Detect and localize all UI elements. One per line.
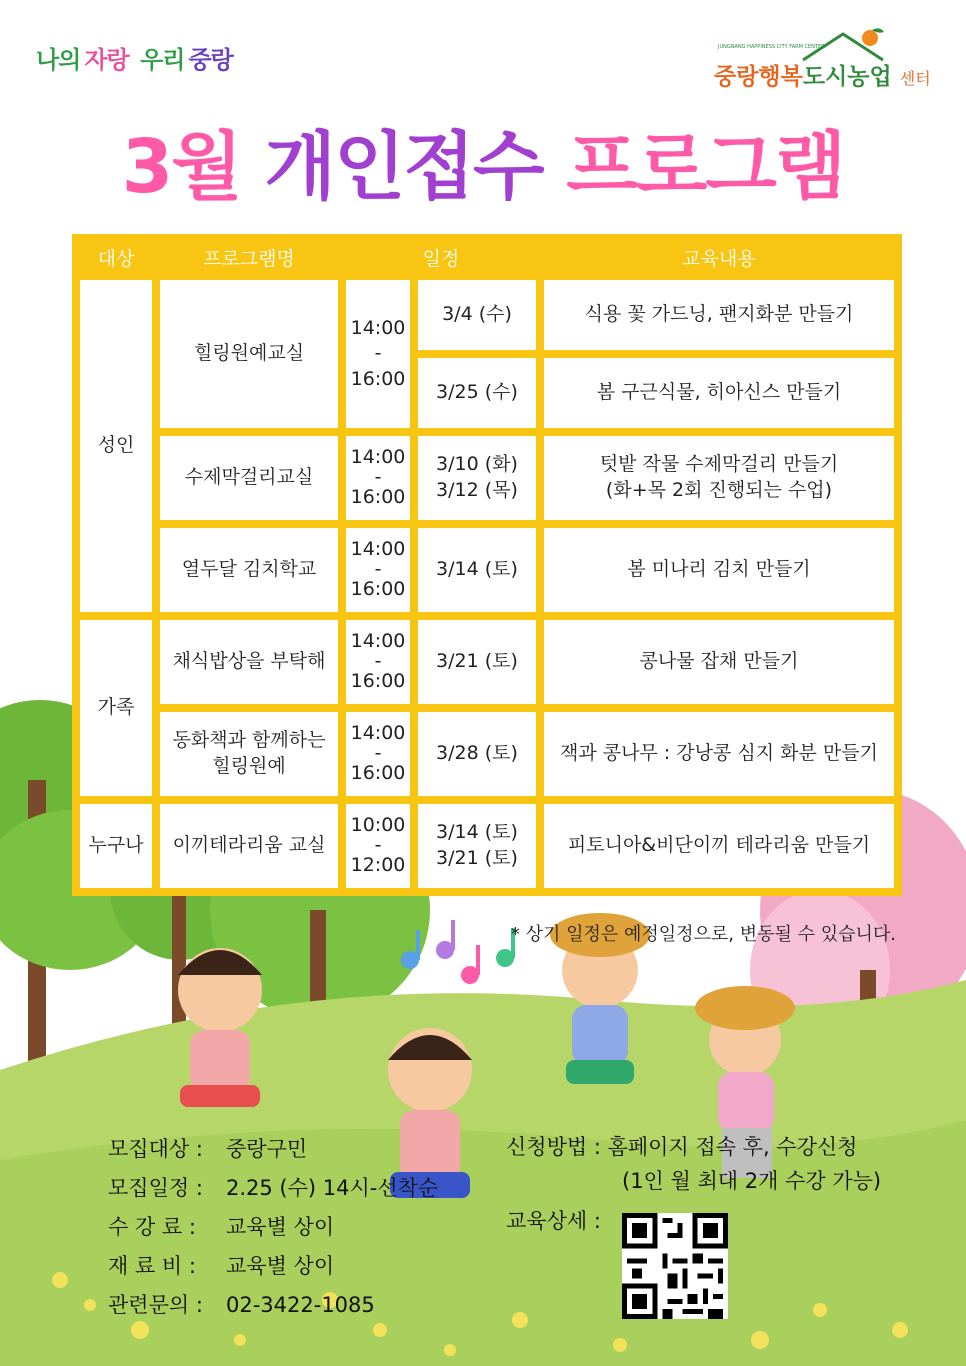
program-name: 힐링원예교실 <box>156 276 342 432</box>
slogan-word: 중랑 <box>188 46 233 74</box>
title-end: 프로그램 <box>566 124 845 210</box>
program-content: 봄 미나리 김치 만들기 <box>540 524 898 616</box>
slogan-word: 자랑 <box>84 46 129 74</box>
apply-row <box>506 1130 881 1164</box>
program-content: 잭과 콩나무 : 강낭콩 심지 화분 만들기 <box>540 708 898 800</box>
info-value: 02-3422-1085 <box>226 1293 375 1317</box>
info-value: 중랑구민 <box>226 1137 308 1161</box>
center-logo <box>714 26 931 96</box>
program-date: 3/14 (토) <box>414 524 540 616</box>
header-content: 교육내용 <box>540 238 898 276</box>
program-name: 채식밥상을 부탁해 <box>156 616 342 708</box>
info-value: 2.25 (수) 14시-선착순 <box>226 1176 439 1200</box>
table-row <box>76 432 898 524</box>
table-row <box>76 276 898 354</box>
qr-code-icon[interactable] <box>622 1213 728 1319</box>
program-date: 3/14 (토) 3/21 (토) <box>414 800 540 892</box>
title-month: 3월 <box>121 124 241 210</box>
program-content: 피토니아&비단이끼 테라리움 만들기 <box>540 800 898 892</box>
header-program: 프로그램명 <box>156 238 342 276</box>
program-time: 10:00 - 12:00 <box>342 800 414 892</box>
logo-text-a: 중랑행복 <box>714 64 803 90</box>
program-time: 14:00 - 16:00 <box>342 276 414 432</box>
detail-label: 교육상세 : <box>506 1209 601 1233</box>
program-name: 동화책과 함께하는 힐링원예 <box>156 708 342 800</box>
program-name: 열두달 김치학교 <box>156 524 342 616</box>
program-content: 식용 꽃 가드닝, 팬지화분 만들기 <box>540 276 898 354</box>
info-value: 교육별 상이 <box>226 1215 335 1239</box>
apply-sub: (1인 월 최대 2개 수강 가능) <box>622 1169 882 1193</box>
program-name: 이끼테라리움 교실 <box>156 800 342 892</box>
table-header-row <box>76 238 898 276</box>
program-time: 14:00 - 16:00 <box>342 708 414 800</box>
program-date: 3/4 (수) <box>414 276 540 354</box>
table-row <box>76 708 898 800</box>
apply-value: 홈페이지 접속 후, 수강신청 <box>607 1135 858 1159</box>
header-schedule: 일정 <box>342 238 540 276</box>
group-adult: 성인 <box>76 276 156 616</box>
info-key: 수 강 료 : <box>108 1215 196 1239</box>
info-value: 교육별 상이 <box>226 1254 335 1278</box>
apply-label: 신청방법 : <box>506 1135 601 1159</box>
header-target: 대상 <box>76 238 156 276</box>
program-date: 3/25 (수) <box>414 354 540 432</box>
group-family: 가족 <box>76 616 156 800</box>
schedule-table <box>72 234 902 896</box>
title-middle: 개인접수 <box>264 124 543 210</box>
program-content: 텃밭 작물 수제막걸리 만들기 (화+목 2회 진행되는 수업) <box>540 432 898 524</box>
info-key: 모집일정 : <box>108 1176 203 1200</box>
table-row <box>76 616 898 708</box>
logo-korean <box>714 58 931 91</box>
logo-english: JUNGNANG HAPPINESS CITY FARM CENTER <box>718 44 825 50</box>
program-name: 수제막걸리교실 <box>156 432 342 524</box>
slogan-word: 우리 <box>140 46 185 74</box>
slogan <box>36 40 237 75</box>
info-key: 모집대상 : <box>108 1137 203 1161</box>
logo-text-b: 도시농업 <box>802 64 892 90</box>
info-row <box>108 1169 438 1208</box>
program-date: 3/28 (토) <box>414 708 540 800</box>
group-anyone: 누구나 <box>76 800 156 892</box>
table-row <box>76 524 898 616</box>
table-row <box>76 800 898 892</box>
program-date: 3/10 (화) 3/12 (목) <box>414 432 540 524</box>
program-date: 3/21 (토) <box>414 616 540 708</box>
info-row <box>108 1286 438 1325</box>
program-time: 14:00 - 16:00 <box>342 616 414 708</box>
info-key: 재 료 비 : <box>108 1254 196 1278</box>
program-content: 콩나물 잡채 만들기 <box>540 616 898 708</box>
info-row <box>108 1130 438 1169</box>
info-key: 관련문의 : <box>108 1293 203 1317</box>
program-content: 봄 구근식물, 히아신스 만들기 <box>540 354 898 432</box>
logo-text-c: 센터 <box>899 69 931 88</box>
info-row <box>108 1247 438 1286</box>
schedule-note: * 상기 일정은 예정일정으로, 변동될 수 있습니다. <box>510 924 896 945</box>
program-time: 14:00 - 16:00 <box>342 524 414 616</box>
recruit-info <box>108 1130 438 1325</box>
program-time: 14:00 - 16:00 <box>342 432 414 524</box>
slogan-word: 나의 <box>36 46 81 74</box>
info-row <box>108 1208 438 1247</box>
page-title <box>0 108 966 214</box>
